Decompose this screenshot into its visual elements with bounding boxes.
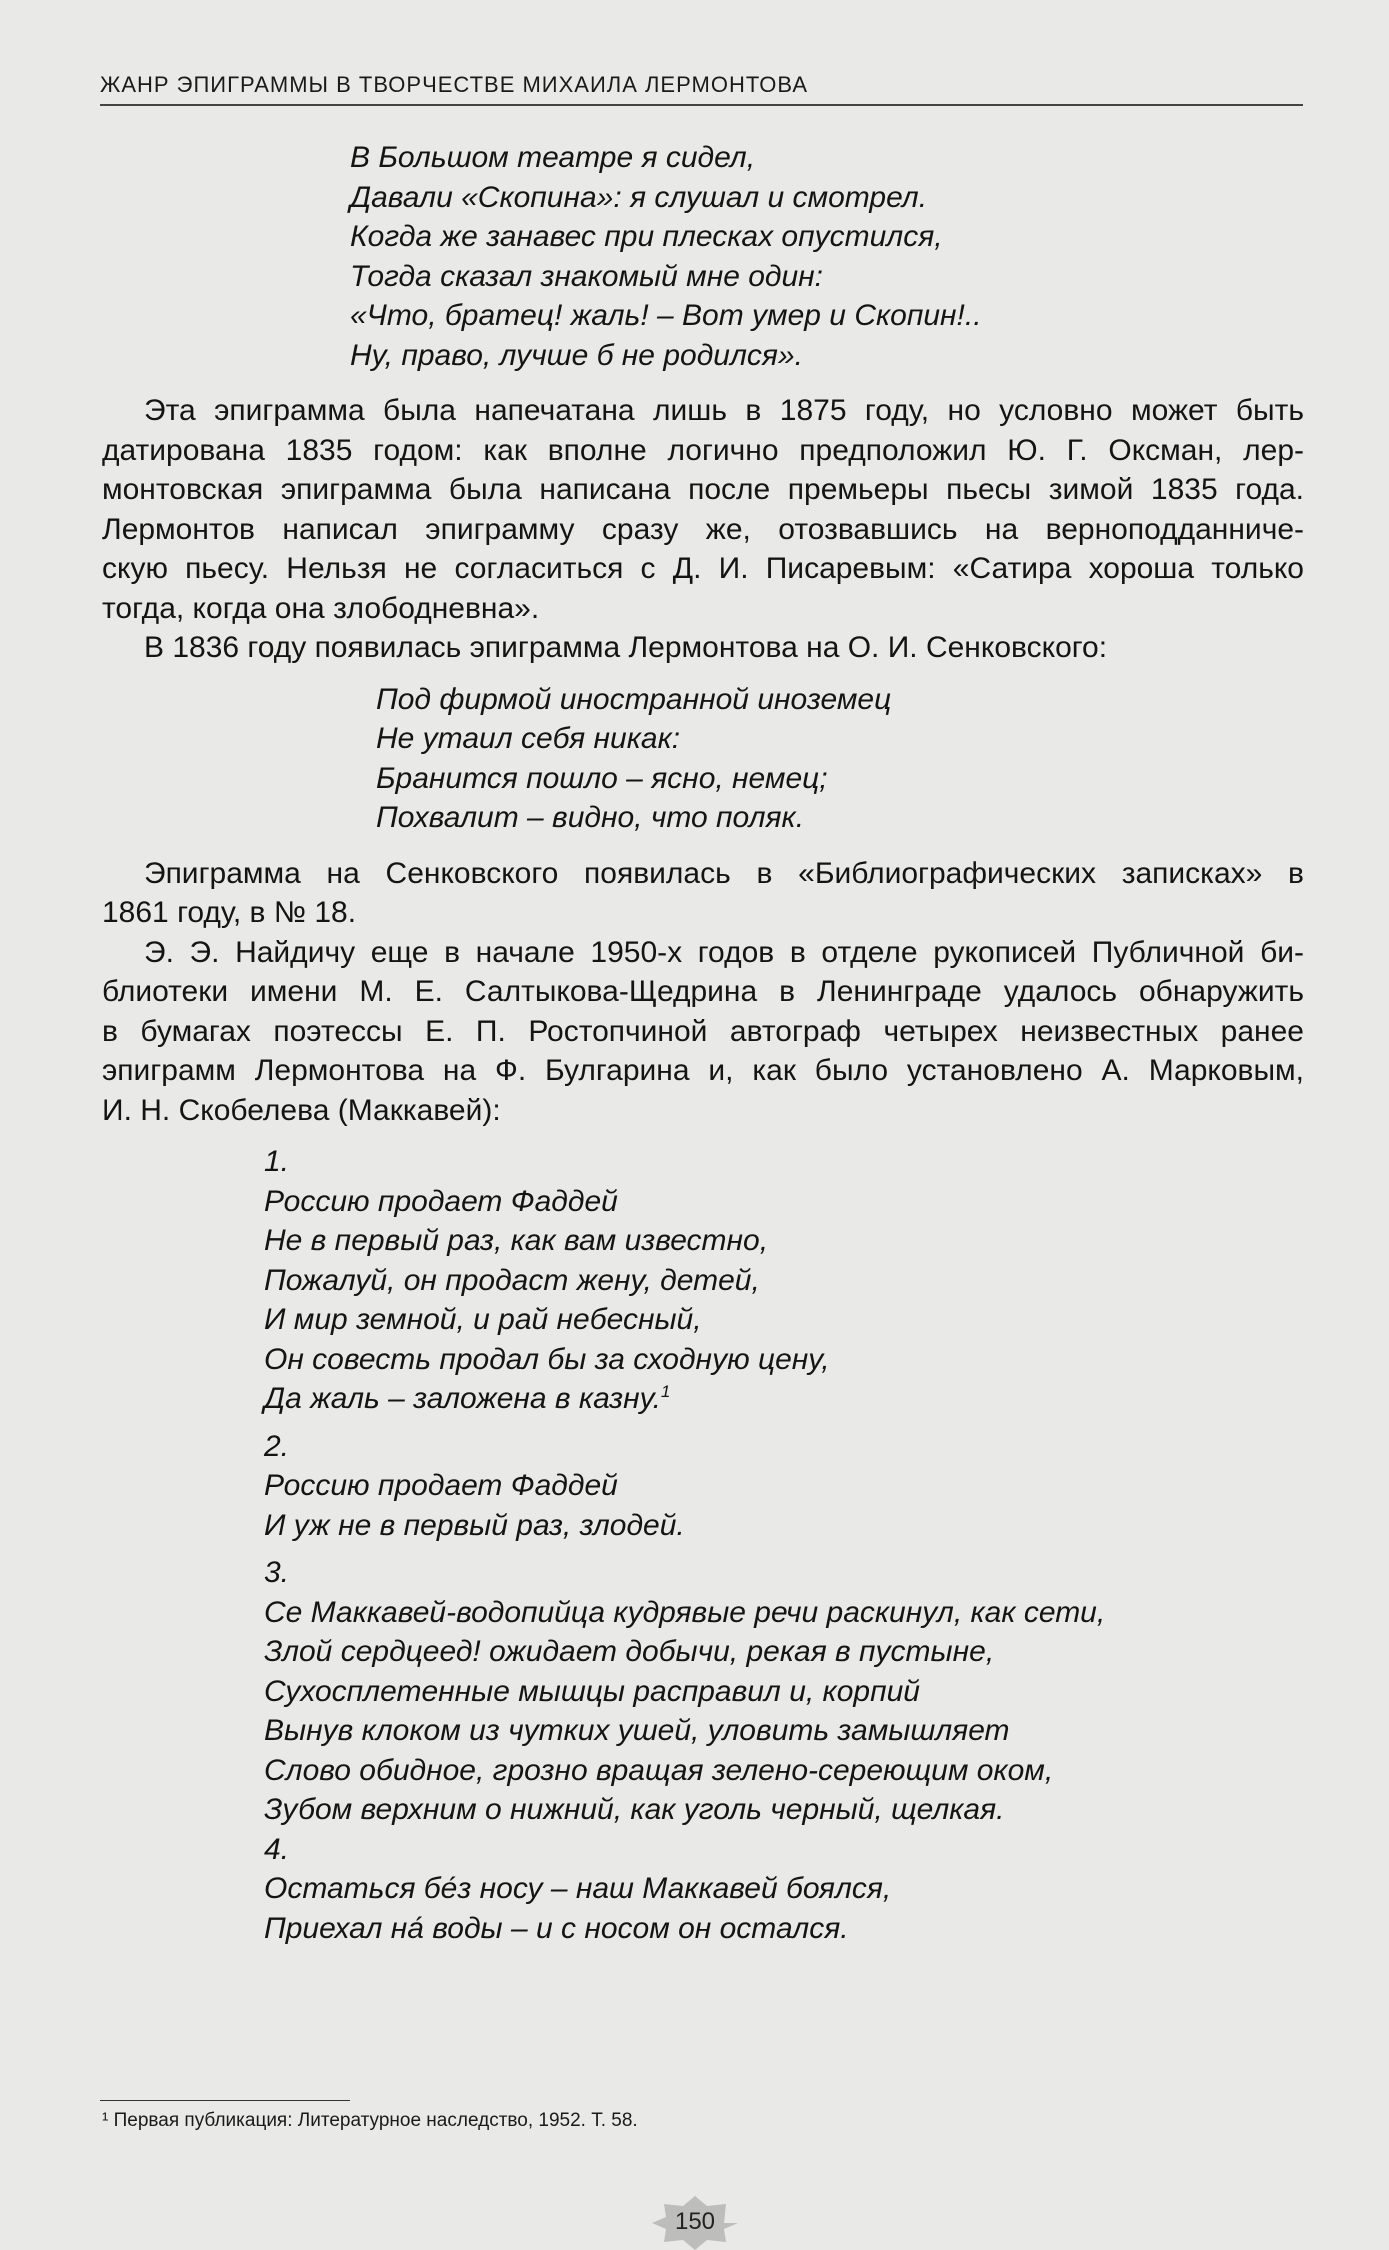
text-line: эпиграмм Лермонтова на Ф. Булгарина и, как было установлено А. Марковым, <box>102 1054 1304 1087</box>
text-line: монтовская эпиграмма была написана после премьеры пьесы зимой 1835 года. <box>102 473 1304 506</box>
verse-line: Давали «Скопина»: я слушал и смотрел. <box>350 180 928 214</box>
verse-line: «Что, братец! жаль! – Вот умер и Скопин!.. <box>350 299 982 332</box>
poem-skopin <box>350 138 1304 375</box>
footnote: ¹ Первая публикация: Литературное наследство, 1952. Т. 58. <box>102 2110 638 2131</box>
verse-line: Ну, право, лучше б не родился». <box>350 338 803 372</box>
footnote-rule <box>100 2100 350 2101</box>
verse-line: В Большом театре я сидел, <box>350 141 756 174</box>
verse-line: Зубом верхним о нижний, как уголь черный, щелкая. <box>264 1793 1005 1826</box>
verse-line: И уж не в первый раз, злодей. <box>264 1508 685 1542</box>
running-header: ЖАНР ЭПИГРАММЫ В ТВОРЧЕСТВЕ МИХАИЛА ЛЕРМОНТОВА <box>100 72 809 97</box>
verse-line: Похвалит – видно, что поляк. <box>376 801 805 834</box>
verse-line: Россию продает Фаддей <box>264 1469 618 1502</box>
verse-text: Да жаль – заложена в казну. <box>264 1382 661 1415</box>
epigram-number: 2. <box>264 1429 290 1463</box>
text-line: Эпиграмма на Сенковского появилась в «Библиографических записках» в <box>144 856 1304 890</box>
paragraph-dating <box>102 391 1304 628</box>
paragraph-naidich <box>102 933 1304 1131</box>
verse-line: Не утаил себя никак: <box>376 722 681 755</box>
text-line: скую пьесу. Нельзя не согласиться с Д. И. Писаревым: «Сатира хороша только <box>102 552 1304 585</box>
verse-line: Когда же занавес при плесках опустился, <box>350 220 943 253</box>
verse-line: Слово обидное, грозно вращая зелено-сереющим оком, <box>264 1753 1054 1787</box>
verse-line: Остаться бе́з носу – наш Маккавей боялся, <box>264 1872 892 1905</box>
epigram-number: 3. <box>264 1556 290 1589</box>
verse-line: Под фирмой иностранной иноземец <box>376 682 892 716</box>
text-line: И. Н. Скобелева (Маккавей): <box>102 1093 501 1127</box>
text-line: Лермонтов написал эпиграмму сразу же, отозвавшись на верноподданниче- <box>102 512 1304 546</box>
text-line: Э. Э. Найдичу еще в начале 1950-х годов в отделе рукописей Публичной би- <box>144 935 1304 969</box>
verse-line: Россию продает Фаддей <box>264 1184 618 1218</box>
verse-line: Не в первый раз, как вам известно, <box>264 1224 769 1257</box>
verse-line: Он совесть продал бы за сходную цену, <box>264 1342 830 1376</box>
paragraph-publication <box>102 854 1304 933</box>
paragraph-senkovsky-intro: В 1836 году появилась эпиграмма Лермонтова на О. И. Сенковского: <box>144 631 1108 664</box>
text-line: блиотеки имени М. Е. Салтыкова-Щедрина в Ленинграде удалось обнаружить <box>102 975 1304 1008</box>
text-line: тогда, когда она злободневна». <box>102 591 540 625</box>
verse-line: Се Маккавей-водопийца кудрявые речи раскинул, как сети, <box>264 1595 1106 1629</box>
verse-line: Злой сердцеед! ожидает добычи, рекая в пустыне, <box>264 1635 995 1668</box>
verse-line: Сухосплетенные мышцы расправил и, корпий <box>264 1674 920 1708</box>
page-number: 150 <box>674 2208 716 2235</box>
page-body <box>102 138 1304 1948</box>
verse-line: Тогда сказал знакомый мне один: <box>350 259 824 293</box>
epigram-number: 1. <box>264 1145 290 1178</box>
verse-line <box>264 1379 1304 1419</box>
verse-line: Пожалуй, он продаст жену, детей, <box>264 1263 760 1297</box>
epigrams-bulgarin <box>264 1142 1304 1948</box>
footnote-ref: 1 <box>660 1382 671 1401</box>
text-line: в бумагах поэтессы Е. П. Ростопчиной автограф четырех неизвестных ранее <box>102 1014 1304 1048</box>
poem-senkovsky <box>376 680 1304 838</box>
verse-line: Бранится пошло – ясно, немец; <box>376 761 828 795</box>
epigram-number: 4. <box>264 1832 290 1866</box>
verse-line: И мир земной, и рай небесный, <box>264 1303 702 1336</box>
verse-line: Приехал на́ воды – и с носом он остался. <box>264 1911 849 1945</box>
header-rule <box>100 104 1303 106</box>
text-line: датирована 1835 годом: как вполне логично предположил Ю. Г. Оксман, лер- <box>102 433 1304 467</box>
verse-line: Вынув клоком из чутких ушей, уловить замышляет <box>264 1714 1010 1747</box>
text-line: 1861 году, в № 18. <box>102 896 357 929</box>
text-line: Эта эпиграмма была напечатана лишь в 1875 году, но условно может быть <box>144 394 1304 427</box>
